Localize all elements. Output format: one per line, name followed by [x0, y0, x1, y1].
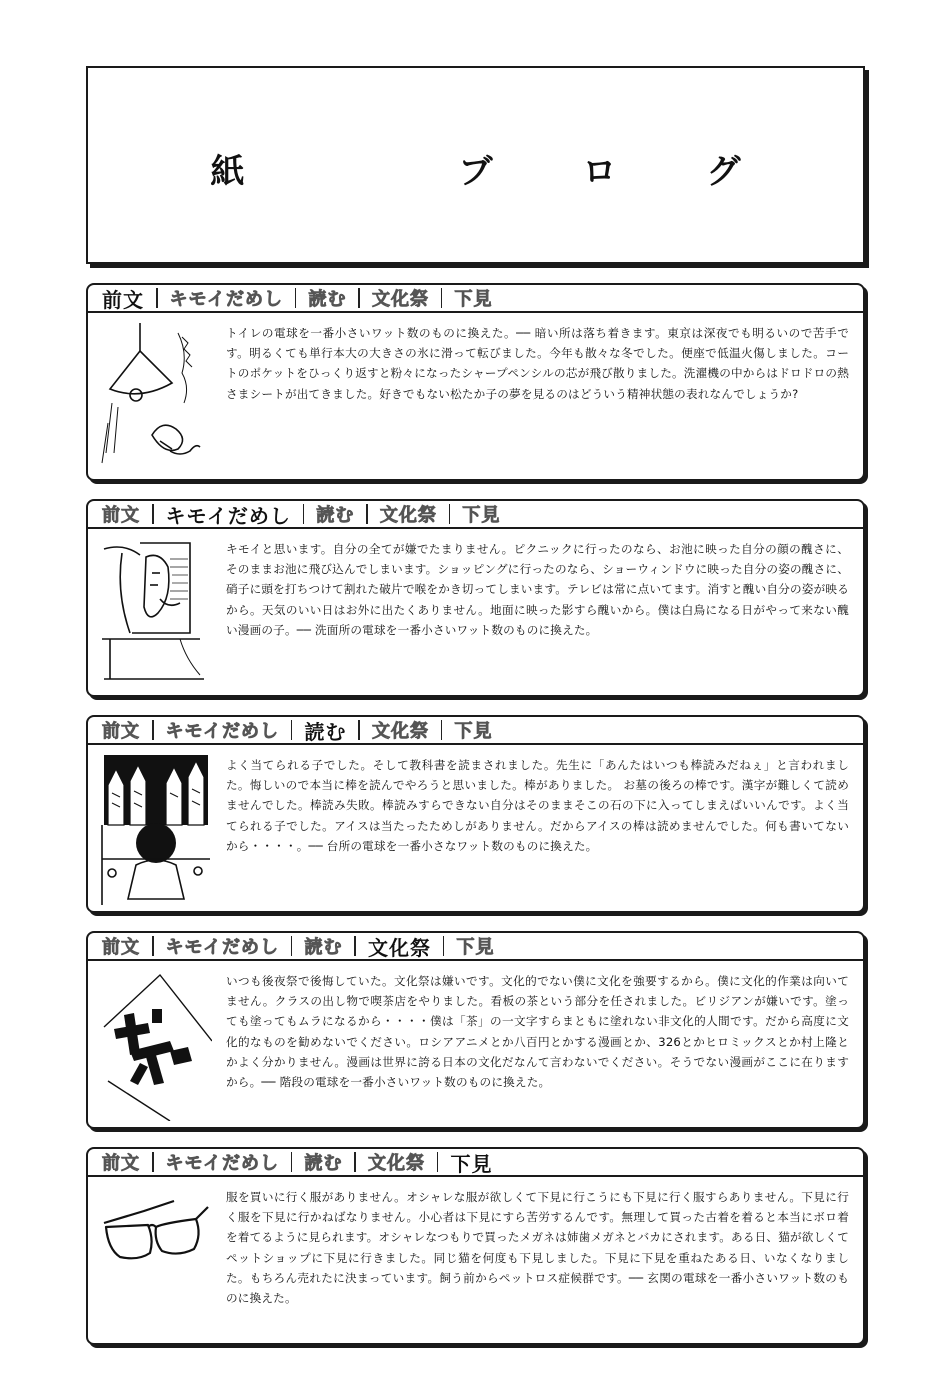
tab-separator: [295, 288, 297, 308]
post-body: 服を買いに行く服がありません。オシャレな服が欲しくて下見に行こうにも下見に行く服すらありません。下見に行く服を下見に行かねばなりません。小心者は下見にすら苦労するんです。無理して買った古着を着ると本当にボロ着を着てるように見られます。オシャレなつもりで買ったメガネは姉歯メガネとバカにされます。ある日、猫が欲しくてペットショップに下見に行きました。同じ猫を何度も下見しました。下見に下見を重ねたある日、いなくなりました。もちろん売れたに決まっています。飼う前からペットロス症候群です。── 玄関の電球を一番小さいワット数のものに換えた。: [226, 1190, 849, 1306]
tab-yomu[interactable]: 読む: [304, 937, 343, 958]
grave-sticks-illustration: [100, 755, 212, 905]
tab-shitami[interactable]: 下見: [462, 505, 501, 526]
tab-separator: [152, 936, 154, 956]
tab-bar: [88, 285, 863, 313]
post-4: [86, 931, 865, 1129]
tab-kimoi[interactable]: キモイだめし: [165, 721, 279, 742]
tab-bunkasai[interactable]: 文化祭: [371, 289, 429, 310]
tab-separator: [291, 936, 293, 956]
glasses-illustration: [100, 1187, 212, 1337]
tab-bar: [88, 933, 863, 961]
tab-bar: [88, 501, 863, 529]
tab-yomu[interactable]: 読む: [304, 1153, 343, 1174]
tab-yomu[interactable]: 読む: [308, 289, 347, 310]
tab-bar: [88, 1149, 863, 1177]
tab-zenbun[interactable]: 前文: [102, 937, 140, 958]
tab-separator: [358, 720, 360, 740]
tab-zenbun[interactable]: 前文: [102, 1153, 140, 1174]
tab-separator: [291, 720, 293, 740]
tab-separator: [449, 504, 451, 524]
tab-shitami[interactable]: 下見: [454, 721, 493, 742]
tab-yomu[interactable]: 読む: [316, 505, 355, 526]
tab-separator: [366, 504, 368, 524]
tab-kimoi[interactable]: キモイだめし: [169, 289, 283, 310]
tab-shitami[interactable]: 下見: [454, 289, 493, 310]
hanging-lamp-illustration: [100, 323, 212, 473]
tab-zenbun[interactable]: 前文: [102, 721, 140, 742]
title-box: [86, 66, 865, 264]
tab-separator: [291, 1152, 293, 1172]
tab-kimoi[interactable]: キモイだめし: [165, 937, 279, 958]
post-1: [86, 283, 865, 481]
tab-separator: [354, 1152, 356, 1172]
tab-separator: [303, 504, 305, 524]
tab-bunkasai[interactable]: 文化祭: [379, 505, 437, 526]
tab-bunkasai[interactable]: 文化祭: [367, 935, 431, 960]
tab-separator: [441, 288, 443, 308]
tab-separator: [354, 936, 356, 956]
tab-separator: [441, 720, 443, 740]
post-3: [86, 715, 865, 913]
tab-shitami[interactable]: 下見: [450, 1151, 493, 1176]
tab-separator: [152, 504, 154, 524]
tab-zenbun[interactable]: 前文: [102, 287, 144, 312]
tab-separator: [443, 936, 445, 956]
page-title: 紙 ブログ: [210, 152, 831, 192]
tab-separator: [152, 1152, 154, 1172]
tab-shitami[interactable]: 下見: [456, 937, 495, 958]
tab-separator: [358, 288, 360, 308]
post-body: キモイと思います。自分の全てが嫌でたまりません。ピクニックに行ったのなら、お池に映った自分の顔の醜さに、そのままお池に飛び込んでしまいます。ショッピングに行ったのなら、ショーウィンドウに映った自分の姿の醜さに、硝子に頭を打ちつけて割れた破片で喉をかき切ってしまいます。テレビは常に点いてます。消すと醜い自分の姿が映るから。天気のいい日はお外に出たくありません。地面に映った影すら醜いから。僕は白鳥になる日がやって来ない醜い漫画の子。── 洗面所の電球を一番小さいワット数のものに換えた。: [226, 542, 849, 637]
post-2: [86, 499, 865, 697]
face-in-mirror-illustration: [100, 539, 212, 689]
tab-bunkasai[interactable]: 文化祭: [367, 1153, 425, 1174]
tab-kimoi[interactable]: キモイだめし: [165, 503, 291, 528]
tab-kimoi[interactable]: キモイだめし: [165, 1153, 279, 1174]
post-body: いつも後夜祭で後悔していた。文化祭は嫌いです。文化的でない僕に文化を強要するから。僕に文化的作業は向いてません。クラスの出し物で喫茶店をやりました。看板の茶という部分を任されました。ビリジアンが嫌いです。塗っても塗ってもムラになるから・・・・僕は「茶」の一文字すらまともに塗れない非文化的人間です。だから高度に文化的なものを勧めないでください。ロシアアニメとか八百円とかする漫画とか、326とかヒロミックスとか村上隆とかよく分かりません。漫画は世界に誇る日本の文化だなんて言わないでください。そうでない漫画がここに在りますから。── 階段の電球を一番小さいワット数のものに換えた。: [226, 974, 849, 1090]
tab-separator: [152, 720, 154, 740]
tab-separator: [156, 288, 158, 308]
signboard-kanji-illustration: [100, 971, 212, 1121]
tab-bar: [88, 717, 863, 745]
post-body: トイレの電球を一番小さいワット数のものに換えた。── 暗い所は落ち着きます。東京は深夜でも明るいので苦手です。明るくても単行本大の大きさの氷に滑って転びました。今年も散々な冬でした。便座で低温火傷しました。コートのポケットをひっくり返すと粉々になったシャープペンシルの芯が飛び散りました。洗濯機の中からはドロドロの熱さまシートが出てきました。好きでもない松たか子の夢を見るのはどういう精神状態の表れなんでしょうか?: [226, 326, 849, 401]
tab-bunkasai[interactable]: 文化祭: [371, 721, 429, 742]
tab-separator: [437, 1152, 439, 1172]
post-body: よく当てられる子でした。そして教科書を読まされました。先生に「あんたはいつも棒読みだねぇ」と言われました。悔しいので本当に棒を読んでやろうと思いました。棒がありました。 お墓の後ろの棒です。漢字が難しくて読めませんでした。棒読み失敗。棒読みすらできない自分はそのままそこの石の下に入ってしまえばいいんです。よく当てられる子でした。アイスは当たったためしがありません。だからアイスの棒は読めませんでした。何も書いてないから・・・・。── 台所の電球を一番小さなワット数のものに換えた。: [226, 758, 849, 853]
tab-zenbun[interactable]: 前文: [102, 505, 140, 526]
tab-yomu[interactable]: 読む: [304, 719, 347, 744]
post-5: [86, 1147, 865, 1345]
